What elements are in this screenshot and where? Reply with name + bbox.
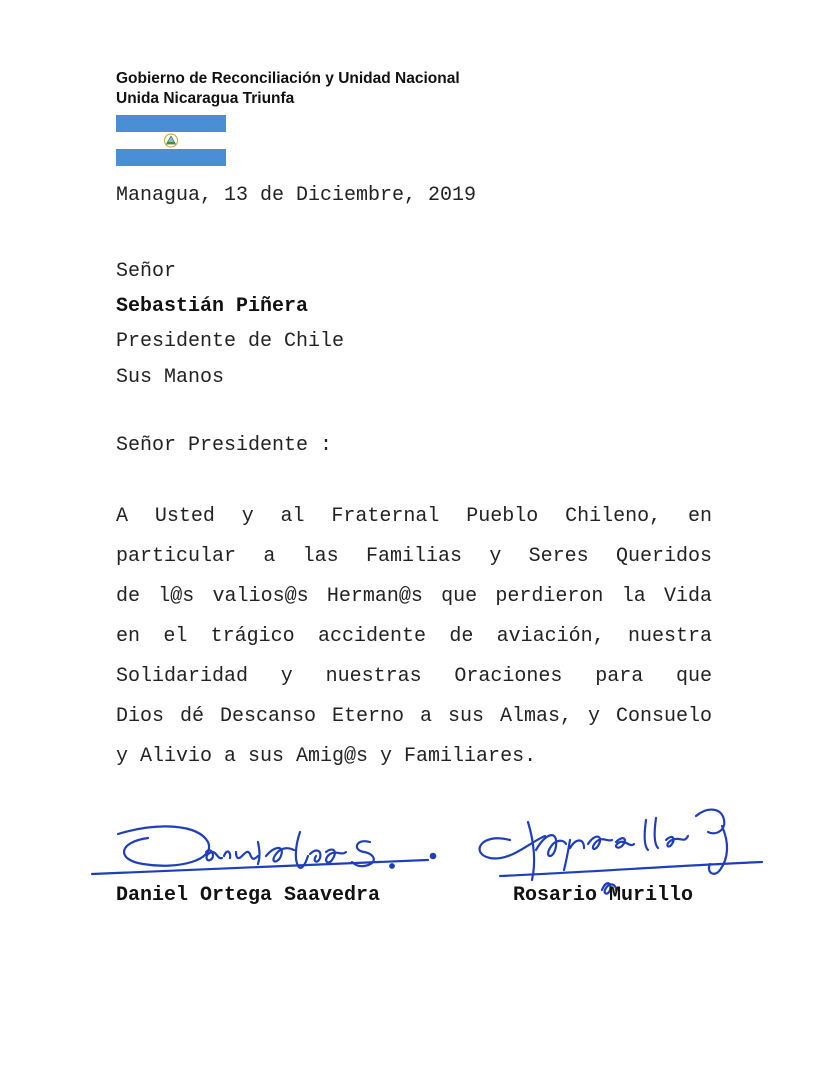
letterhead-line-2: Unida Nicaragua Triunfa [116,90,295,107]
recipient-name: Sebastián Piñera [116,295,309,318]
body-line: A Usted y al Fraternal Pueblo Chileno, en [116,505,712,528]
nicaragua-flag-icon [116,115,226,166]
body-line: en el trágico accidente de aviación, nuestra [116,625,712,648]
body-line: Dios dé Descanso Eterno a sus Almas, y Consuelo [116,705,712,728]
delivery-note: Sus Manos [116,366,225,389]
letterhead-line-1: Gobierno de Reconciliación y Unidad Nacional [116,70,460,87]
recipient-position: Presidente de Chile [116,330,345,353]
greeting: Señor Presidente : [116,434,333,457]
letter-date: Managua, 13 de Diciembre, 2019 [116,184,477,207]
body-line: particular a las Familias y Seres Queridos [116,545,712,568]
letterhead [116,69,460,109]
letter-body [116,497,712,777]
signature-daniel-ortega [88,812,448,892]
salutation-title: Señor [116,260,177,283]
body-line: y Alivio a sus Amig@s y Familiares. [116,745,537,768]
body-line: Solidaridad y nuestras Oraciones para que [116,665,712,688]
body-line: de l@s valios@s Herman@s que perdieron la Vida [116,585,712,608]
signatory-name-right: Rosario Murillo [513,884,694,907]
coat-of-arms-icon [163,133,179,148]
signatory-name-left: Daniel Ortega Saavedra [116,884,381,907]
